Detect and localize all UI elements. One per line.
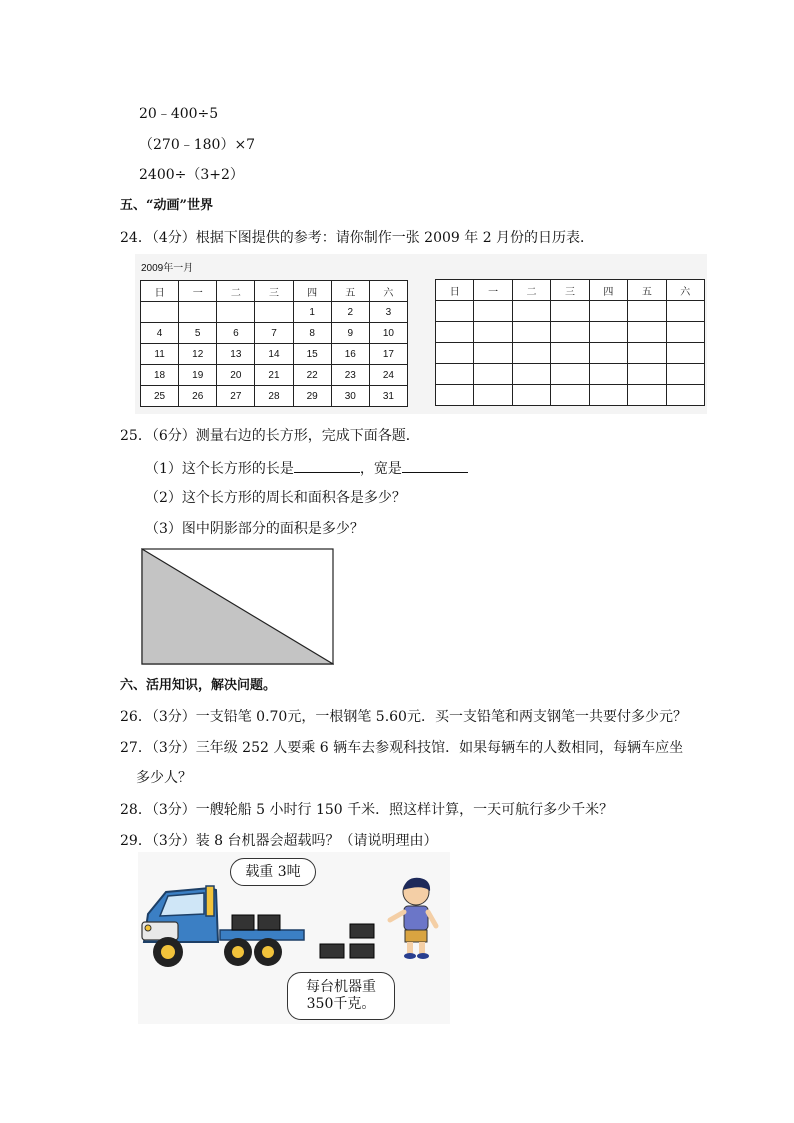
calendar-cell	[217, 302, 255, 323]
calendar-cell[interactable]	[436, 385, 474, 406]
calendar-cell[interactable]	[666, 301, 704, 322]
calendar-cell[interactable]	[512, 385, 550, 406]
calendar-cell[interactable]	[551, 322, 589, 343]
question-27: 27．（3分）三年级 252 人要乘 6 辆车去参观科技馆．如果每辆车的人数相同，每辆车应坐	[120, 740, 684, 756]
calendar-cell: 22	[293, 365, 331, 386]
calendar-cell	[255, 302, 293, 323]
calendar-cell: 6	[217, 323, 255, 344]
boy-icon	[384, 876, 446, 960]
rectangle-figure	[141, 548, 334, 665]
calendar-cell[interactable]	[628, 343, 666, 364]
calendar-cell: 19	[179, 365, 217, 386]
calendar-cell[interactable]	[589, 364, 627, 385]
calendar-cell[interactable]	[589, 322, 627, 343]
calendar-cell[interactable]	[436, 322, 474, 343]
calendar-cell[interactable]	[474, 322, 512, 343]
calendar-cell[interactable]	[512, 301, 550, 322]
truck-icon	[138, 880, 308, 972]
part-1-width-label: ，宽是	[359, 461, 402, 477]
section-6-title: 六、活用知识，解决问题。	[120, 678, 277, 693]
calendar-blank-row	[436, 364, 705, 385]
calendar-cell[interactable]	[628, 322, 666, 343]
calendar-cell: 25	[141, 386, 179, 407]
calendar-cell: 10	[369, 323, 407, 344]
calendar-week-row	[141, 344, 408, 365]
machine-boxes	[318, 920, 380, 962]
calendar-cell: 28	[255, 386, 293, 407]
calendar-cell: 四	[293, 281, 331, 302]
calendar-header-row	[436, 280, 705, 301]
calendar-header-row	[141, 281, 408, 302]
calendar-cell: 3	[369, 302, 407, 323]
calendar-cell: 9	[331, 323, 369, 344]
calendar-cell[interactable]	[551, 364, 589, 385]
calendar-cell[interactable]	[551, 385, 589, 406]
calendar-cell: 二	[512, 280, 550, 301]
width-blank[interactable]	[402, 458, 468, 473]
calendar-cell[interactable]	[436, 301, 474, 322]
question-29: 29．（3分）装 8 台机器会超载吗？（请说明理由）	[120, 833, 438, 849]
calendar-cell: 26	[179, 386, 217, 407]
calendar-cell[interactable]	[436, 364, 474, 385]
calendar-week-row	[141, 386, 408, 407]
calendar-cell: 8	[293, 323, 331, 344]
calendar-cell: 21	[255, 365, 293, 386]
question-25-part-3: （3）图中阴影部分的面积是多少？	[145, 521, 364, 537]
calendar-cell: 日	[436, 280, 474, 301]
part-1-length-label: （1）这个长方形的长是	[145, 461, 294, 477]
question-28: 28．（3分）一艘轮船 5 小时行 150 千米．照这样计算，一天可航行多少千米？	[120, 802, 614, 818]
calendar-cell: 4	[141, 323, 179, 344]
calendar-cell: 24	[369, 365, 407, 386]
calendar-cell: 一	[474, 280, 512, 301]
calendar-cell[interactable]	[436, 343, 474, 364]
calendar-cell: 三	[551, 280, 589, 301]
calendar-cell[interactable]	[589, 385, 627, 406]
calendar-cell	[179, 302, 217, 323]
calendar-cell: 27	[217, 386, 255, 407]
calendar-cell[interactable]	[628, 385, 666, 406]
calendar-cell: 5	[179, 323, 217, 344]
calendar-cell: 13	[217, 344, 255, 365]
calendar-cell: 30	[331, 386, 369, 407]
february-calendar-blank	[435, 279, 705, 406]
calendar-caption: 2009年一月	[141, 263, 194, 274]
section-5-title: 五、“动画”世界	[120, 198, 213, 213]
expression-3: 2400÷（3+2）	[139, 167, 244, 183]
calendar-cell: 17	[369, 344, 407, 365]
calendar-cell: 16	[331, 344, 369, 365]
calendar-cell: 1	[293, 302, 331, 323]
calendar-cell[interactable]	[589, 301, 627, 322]
calendar-cell[interactable]	[666, 322, 704, 343]
question-25-part-2: （2）这个长方形的周长和面积各是多少？	[145, 490, 406, 506]
calendar-cell[interactable]	[666, 385, 704, 406]
calendar-cell: 五	[331, 281, 369, 302]
calendar-cell	[141, 302, 179, 323]
calendar-cell: 31	[369, 386, 407, 407]
calendar-blank-row	[436, 385, 705, 406]
calendar-cell[interactable]	[474, 343, 512, 364]
calendar-cell: 五	[628, 280, 666, 301]
calendar-week-row	[141, 323, 408, 344]
expression-2: （270﹣180）×7	[139, 137, 256, 153]
calendar-cell: 日	[141, 281, 179, 302]
calendar-cell[interactable]	[551, 343, 589, 364]
calendar-cell: 23	[331, 365, 369, 386]
calendar-cell: 20	[217, 365, 255, 386]
calendar-cell: 二	[217, 281, 255, 302]
calendar-cell[interactable]	[666, 364, 704, 385]
expression-1: 20﹣400÷5	[139, 106, 219, 122]
calendar-cell: 15	[293, 344, 331, 365]
question-24: 24．（4分）根据下图提供的参考：请你制作一张 2009 年 2 月份的日历表．	[120, 230, 595, 246]
question-26: 26．（3分）一支铅笔 0.70元，一根钢笔 5.60元．买一支铅笔和两支钢笔一共要付多少元？	[120, 709, 687, 725]
calendar-cell: 14	[255, 344, 293, 365]
question-25: 25．（6分）测量右边的长方形，完成下面各题．	[120, 428, 420, 444]
calendar-cell[interactable]	[474, 301, 512, 322]
calendar-week-row	[141, 302, 408, 323]
load-capacity-text: 载重 3吨	[245, 864, 301, 880]
january-calendar	[140, 280, 408, 407]
machine-weight-bubble	[287, 972, 395, 1020]
calendar-week-row	[141, 365, 408, 386]
calendar-cell[interactable]	[512, 364, 550, 385]
calendar-cell[interactable]	[474, 364, 512, 385]
calendar-cell: 11	[141, 344, 179, 365]
calendar-cell[interactable]	[512, 322, 550, 343]
machine-weight-line-2: 350千克。	[306, 996, 376, 1012]
question-27-continued: 多少人？	[136, 770, 192, 786]
calendar-blank-row	[436, 343, 705, 364]
load-capacity-bubble	[230, 858, 316, 886]
calendar-cell[interactable]	[512, 343, 550, 364]
calendar-cell: 2	[331, 302, 369, 323]
calendar-cell[interactable]	[589, 343, 627, 364]
calendar-cell: 12	[179, 344, 217, 365]
calendar-cell: 三	[255, 281, 293, 302]
calendar-cell: 六	[369, 281, 407, 302]
question-25-part-1	[145, 458, 468, 478]
calendar-blank-row	[436, 322, 705, 343]
calendar-cell: 18	[141, 365, 179, 386]
calendar-cell[interactable]	[551, 301, 589, 322]
calendar-cell: 一	[179, 281, 217, 302]
calendar-cell[interactable]	[628, 364, 666, 385]
calendar-cell[interactable]	[666, 343, 704, 364]
calendar-cell: 7	[255, 323, 293, 344]
length-blank[interactable]	[294, 458, 360, 473]
machine-weight-line-1: 每台机器重	[306, 979, 376, 995]
calendar-cell[interactable]	[628, 301, 666, 322]
calendar-blank-row	[436, 301, 705, 322]
calendar-cell: 29	[293, 386, 331, 407]
calendar-cell[interactable]	[474, 385, 512, 406]
calendar-cell: 六	[666, 280, 704, 301]
calendar-cell: 四	[589, 280, 627, 301]
